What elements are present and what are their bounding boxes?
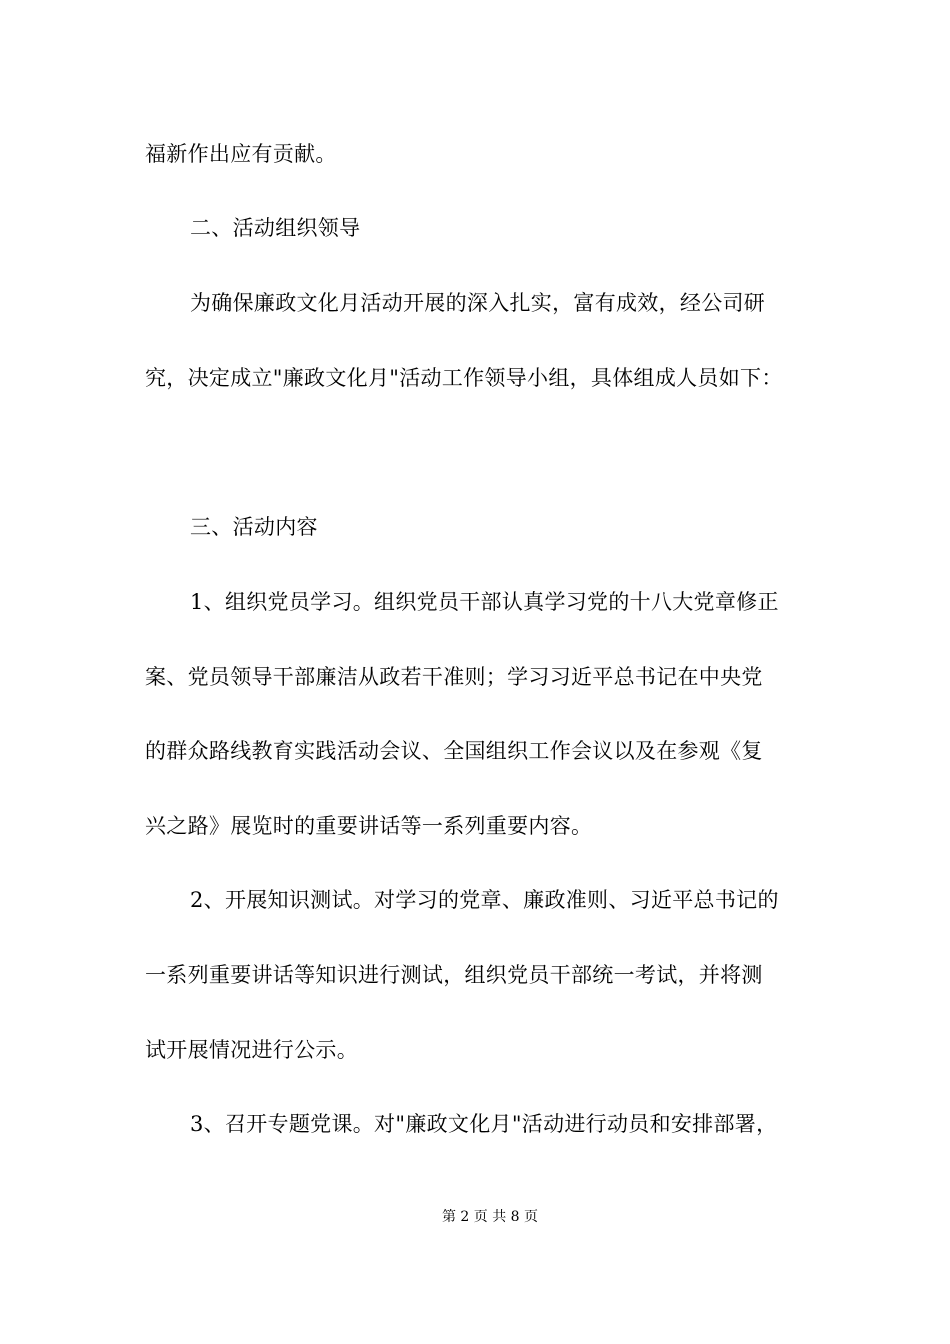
paragraph-line-10: 2、开展知识测试。对学习的党章、廉政准则、习近平总书记的 bbox=[190, 888, 779, 912]
paragraph-line-3: 为确保廉政文化月活动开展的深入扎实，富有成效，经公司研 bbox=[190, 291, 766, 315]
paragraph-line-12: 试开展情况进行公示。 bbox=[145, 1038, 358, 1062]
section-heading-organization: 二、活动组织领导 bbox=[190, 216, 361, 240]
paragraph-line-6: 1、组织党员学习。组织党员干部认真学习党的十八大党章修正 bbox=[190, 590, 779, 614]
paragraph-line-4: 究，决定成立"廉政文化月"活动工作领导小组，具体组成人员如下： bbox=[145, 366, 783, 390]
paragraph-line-11: 一系列重要讲话等知识进行测试，组织党员干部统一考试，并将测 bbox=[145, 963, 763, 987]
page-number-footer: 第 2 页 共 8 页 bbox=[441, 1209, 539, 1225]
paragraph-line-8: 的群众路线教育实践活动会议、全国组织工作会议以及在参观《复 bbox=[145, 739, 763, 763]
paragraph-line-9: 兴之路》展览时的重要讲话等一系列重要内容。 bbox=[145, 814, 593, 838]
paragraph-line-7: 案、党员领导干部廉洁从政若干准则；学习习近平总书记在中央党 bbox=[145, 665, 763, 689]
paragraph-line-13: 3、召开专题党课。对"廉政文化月"活动进行动员和安排部署， bbox=[190, 1112, 778, 1136]
paragraph-line-1: 福新作出应有贡献。 bbox=[145, 142, 337, 166]
section-heading-content: 三、活动内容 bbox=[190, 515, 318, 539]
